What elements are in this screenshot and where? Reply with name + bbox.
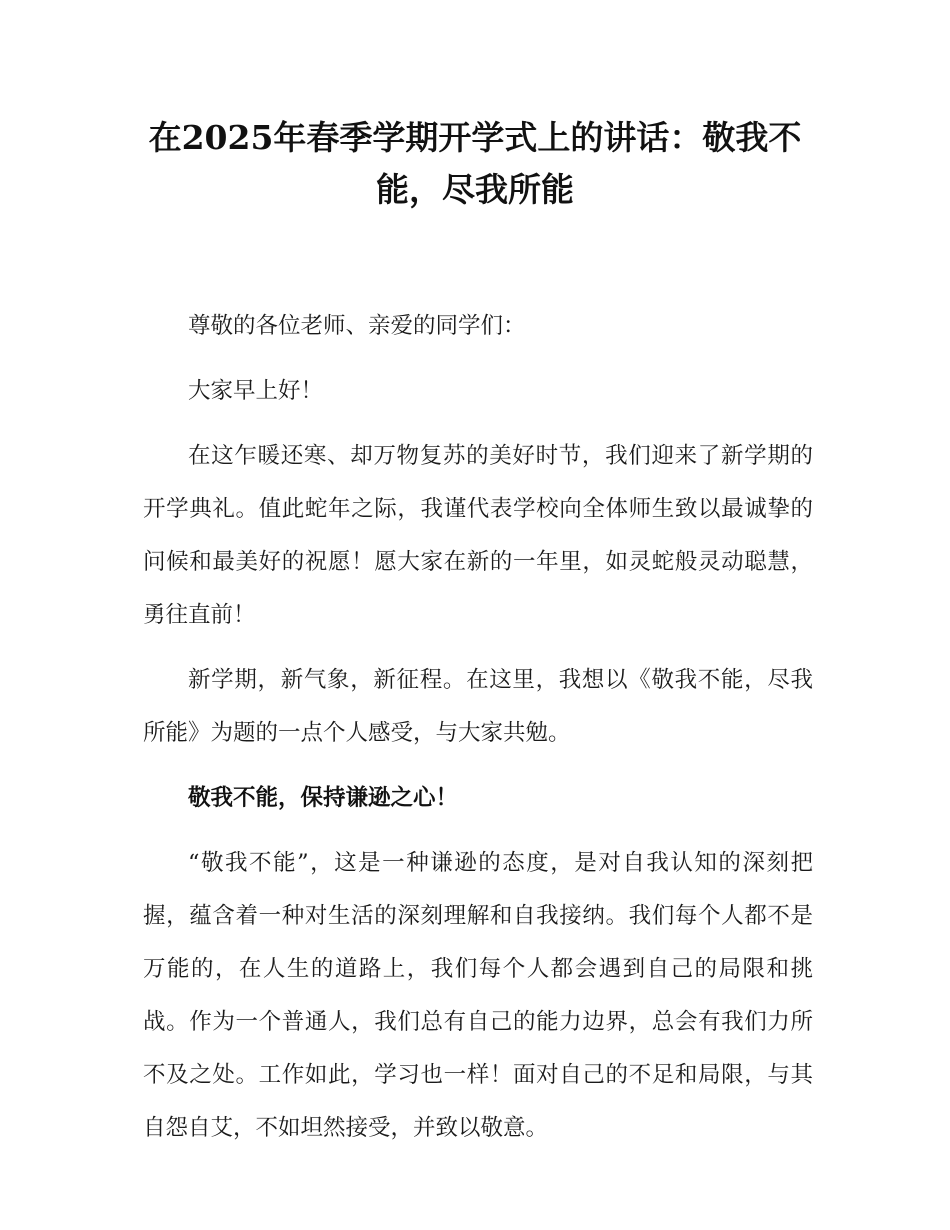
body-paragraph: 在这乍暖还寒、却万物复苏的美好时节，我们迎来了新学期的开学典礼。值此蛇年之际，我谨代表学校向全体师生致以最诚挚的问候和最美好的祝愿！愿大家在新的一年里，如灵蛇般灵动聪慧，勇往直前！ [143, 443, 813, 628]
body-paragraph: 新学期，新气象，新征程。在这里，我想以《敬我不能，尽我所能》为题的一点个人感受，与大家共勉。 [143, 667, 813, 746]
greeting: 大家早上好！ [188, 378, 324, 404]
salutation: 尊敬的各位老师、亲爱的同学们： [188, 313, 526, 339]
section-heading: 敬我不能，保持谦逊之心！ [188, 785, 459, 811]
body-paragraph: “敬我不能”，这是一种谦逊的态度，是对自我认知的深刻把握，蕴含着一种对生活的深刻理解和自我接纳。我们每个人都不是万能的，在人生的道路上，我们每个人都会遇到自己的局限和挑战。作为一个普通人，我们总有自己的能力边界，总会有我们力所不及之处。工作如此，学习也一样！面对自己的不足和局限，与其自怨自艾，不如坦然接受，并致以敬意。 [143, 850, 813, 1141]
document-title: 在2025年春季学期开学式上的讲话：敬我不能，尽我所能 [148, 118, 802, 209]
document-body [143, 300, 813, 1167]
